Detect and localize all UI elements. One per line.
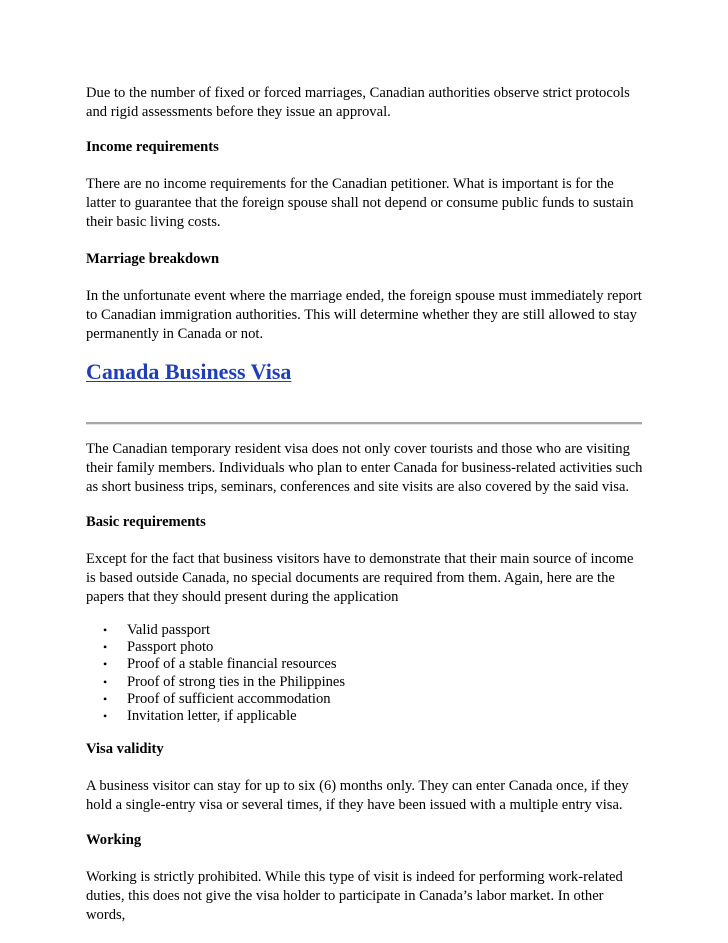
visa-validity-paragraph: A business visitor can stay for up to six (6) months only. They can enter Canada once, if they hold a single-entry visa or several times, if they have been issued with a multiple entry visa. (86, 778, 629, 814)
business-visa-intro-paragraph: The Canadian temporary resident visa does not only cover tourists and those who are visiting their family members. Individuals who plan to enter Canada for business-related activities such as short business trips, seminars, conferences and site visits are also covered by the said visa. (86, 441, 643, 495)
bullet-icon: • (103, 674, 108, 689)
list-item-text: Valid passport (127, 622, 211, 638)
canada-business-visa-link[interactable]: Canada Business Visa (86, 359, 292, 384)
income-requirements-paragraph: There are no income requirements for the Canadian petitioner. What is important is for the latter to guarantee that the foreign spouse shall not depend or consume public funds to sustain their basic living costs. (86, 176, 634, 230)
bullet-icon: • (103, 640, 108, 655)
bullet-icon: • (103, 623, 108, 637)
section-divider (86, 422, 642, 425)
marriage-breakdown-heading: Marriage breakdown (86, 251, 220, 267)
marriage-breakdown-paragraph: In the unfortunate event where the marriage ended, the foreign spouse must immediately report to Canadian immigration authorities. This will determine whether they are still allowed to stay permanently in Canada or not. (86, 288, 642, 342)
list-item (86, 691, 646, 708)
list-item (86, 622, 646, 639)
income-requirements-heading: Income requirements (86, 139, 219, 155)
visa-validity-heading: Visa validity (86, 741, 164, 758)
list-item (86, 639, 646, 656)
list-item (86, 674, 646, 691)
basic-requirements-paragraph: Except for the fact that business visitors have to demonstrate that their main source of income is based outside Canada, no special documents are required from them. Again, here are the papers that they should present during the application (86, 551, 634, 605)
list-item-text: Invitation letter, if applicable (127, 708, 297, 725)
requirements-list (86, 622, 646, 725)
bullet-icon: • (103, 709, 108, 724)
working-paragraph: Working is strictly prohibited. While this type of visit is indeed for performing work-related duties, this does not give the visa holder to participate in Canada’s labor market. In other words, (86, 869, 623, 924)
list-item-text: Proof of a stable financial resources (127, 656, 337, 673)
bullet-icon: • (103, 657, 108, 672)
working-heading: Working (86, 832, 142, 849)
bullet-icon: • (103, 691, 108, 706)
list-item-text: Proof of sufficient accommodation (127, 690, 331, 707)
document-page (86, 84, 646, 925)
list-item-text: Passport photo (127, 639, 214, 656)
list-item (86, 708, 646, 725)
basic-requirements-heading: Basic requirements (86, 514, 206, 530)
list-item (86, 656, 646, 673)
list-item-text: Proof of strong ties in the Philippines (127, 673, 346, 690)
forced-marriage-paragraph: Due to the number of fixed or forced marriages, Canadian authorities observe strict protocols and rigid assessments before they issue an approval. (86, 85, 630, 120)
